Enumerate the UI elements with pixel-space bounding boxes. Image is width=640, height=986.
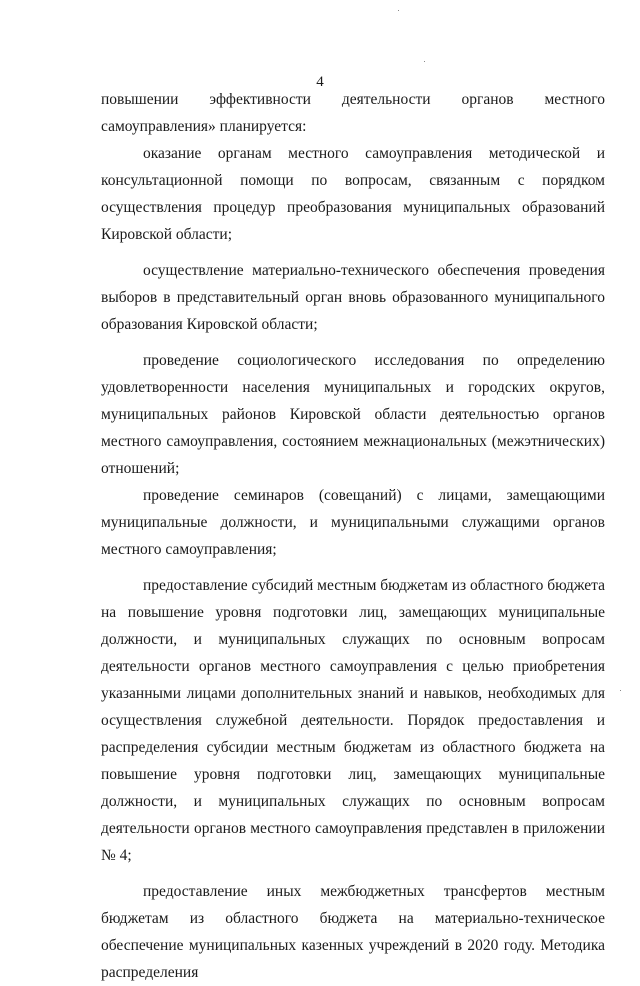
scan-speck xyxy=(398,10,399,11)
scan-speck xyxy=(620,690,621,691)
paragraph-seminars: проведение семинаров (совещаний) с лицами, замещающими муниципальные должности, и муниципальными служащими органов местного самоуправления; xyxy=(101,487,605,558)
paragraph-interbudget-transfers: предоставление иных межбюджетных трансфертов местным бюджетам из областного бюджета на материально-техническое обеспечение муниципальных казенных учреждений в 2020 году. Методика распределения xyxy=(101,883,605,981)
paragraph-methodical-help: оказание органам местного самоуправления методической и консультационной помощи по вопросам, связанным с порядком осуществления процедур преобразования муниципальных образований Кировской области; xyxy=(101,145,605,243)
page-number: 4 xyxy=(316,74,324,90)
paragraph-subsidies: предоставление субсидий местным бюджетам из областного бюджета на повышение уровня подготовки лиц, замещающих муниципальные должности, и муниципальных служащих по основным вопросам деятельности органов местного самоуправления с целью приобретения указанными лицами дополнительных знаний и навыков, необходимых для осуществления служебной деятельности. Порядок предоставления и распределения субсидии местным бюджетам из областного бюджета на повышение уровня подготовки лиц, замещающих муниципальные должности, и муниципальных служащих по основным вопросам деятельности органов местного самоуправления представлен в приложении № 4; xyxy=(101,577,606,864)
document-body xyxy=(101,86,605,986)
paragraph-continuation: повышении эффективности деятельности органов местного самоуправления» планируется: xyxy=(101,91,605,135)
paragraph-election-support: осуществление материально-технического обеспечения проведения выборов в представительный орган вновь образованного муниципального образования Кировской области; xyxy=(101,262,605,333)
scan-speck xyxy=(424,61,425,62)
paragraph-sociological-research: проведение социологического исследования по определению удовлетворенности населения муниципальных и городских округов, муниципальных районов Кировской области деятельностью органов местного самоуправления, состоянием межнациональных (межэтнических) отношений; xyxy=(101,352,605,477)
